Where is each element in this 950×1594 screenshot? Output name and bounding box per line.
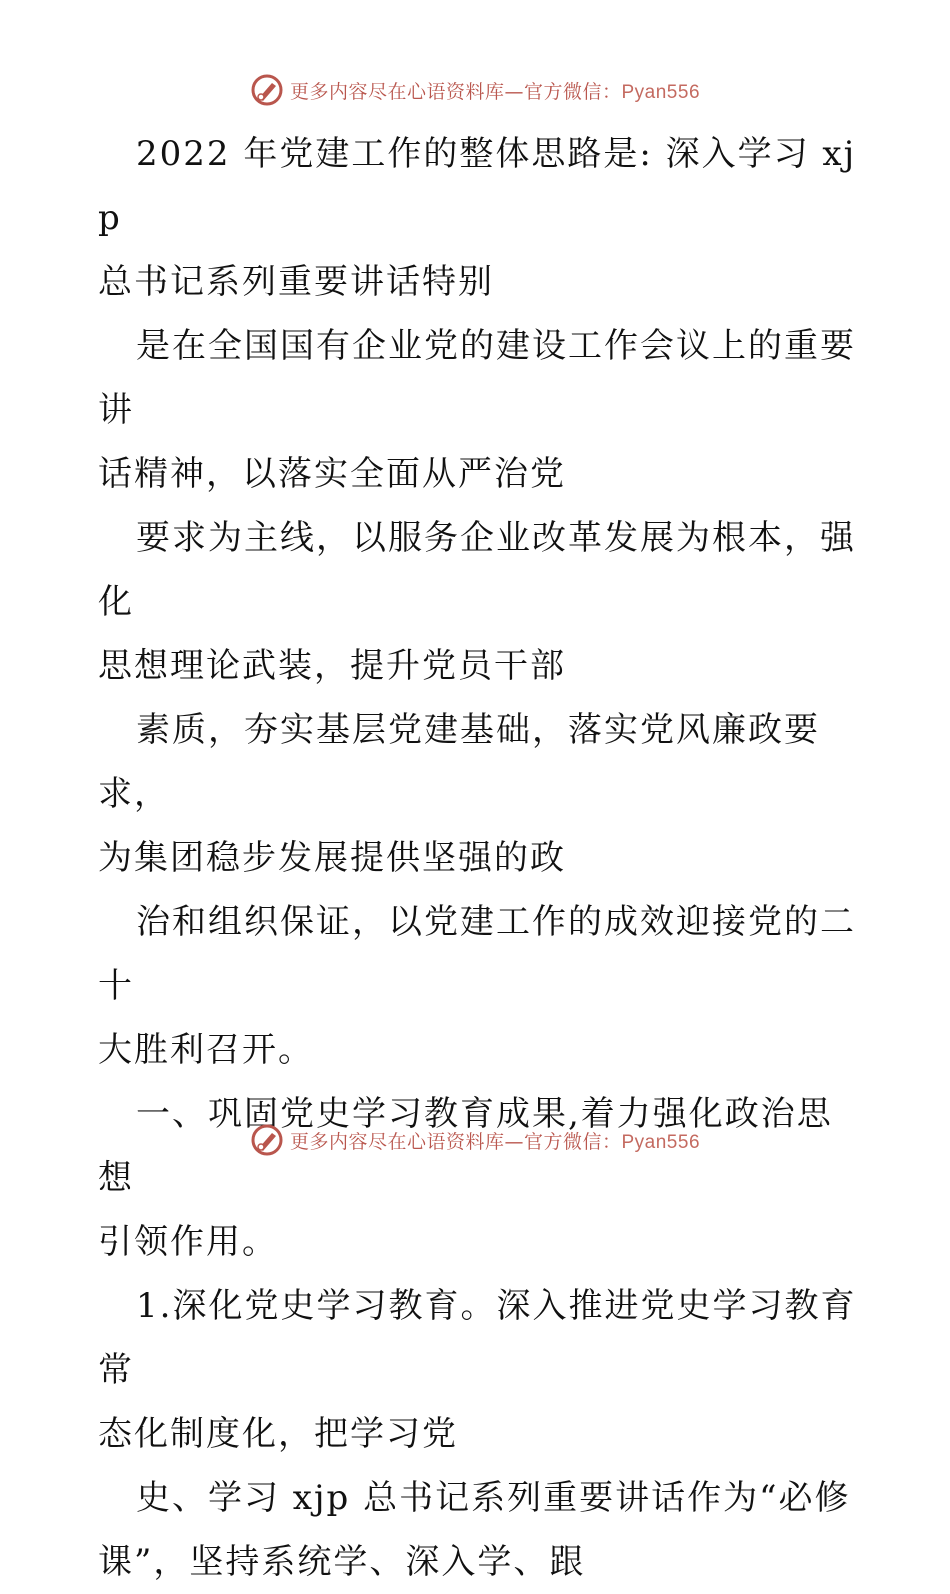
- watermark-text: 更多内容尽在心语资料库—官方微信：Pyan556: [289, 1130, 701, 1153]
- paragraph: 治和组织保证，以党建工作的成效迎接党的二十 大胜利召开。: [98, 902, 856, 1070]
- header-watermark: [0, 72, 950, 108]
- watermark-wechat-id: Pyan556: [621, 81, 701, 103]
- paragraph: 要求为主线，以服务企业改革发展为根本，强化 思想理论武装，提升党员干部: [98, 518, 856, 686]
- section-heading: 一、巩固党史学习教育成果,着力强化政治思想 引领作用。: [98, 1094, 833, 1262]
- paragraph: 1.深化党史学习教育。深入推进党史学习教育常 态化制度化，把学习党: [98, 1286, 857, 1454]
- watermark-wechat-id: Pyan556: [621, 1131, 701, 1153]
- paragraph: 是在全国国有企业党的建设工作会议上的重要讲 话精神，以落实全面从严治党: [98, 326, 856, 494]
- paragraph: 素质，夯实基层党建基础，落实党风廉政要求， 为集团稳步发展提供坚强的政: [98, 710, 820, 878]
- paragraph: 史、学习 xjp 总书记系列重要讲话作为“必修 课”，坚持系统学、深入学、跟: [98, 1478, 851, 1582]
- footer-watermark: [0, 1122, 950, 1158]
- watermark-text: 更多内容尽在心语资料库—官方微信：Pyan556: [289, 80, 701, 103]
- pen-logo-icon: [250, 1123, 284, 1157]
- paragraph: 2022 年党建工作的整体思路是: 深入学习 xjp 总书记系列重要讲话特别: [98, 134, 857, 302]
- pen-logo-icon: [250, 73, 284, 107]
- document-body: [98, 122, 858, 1594]
